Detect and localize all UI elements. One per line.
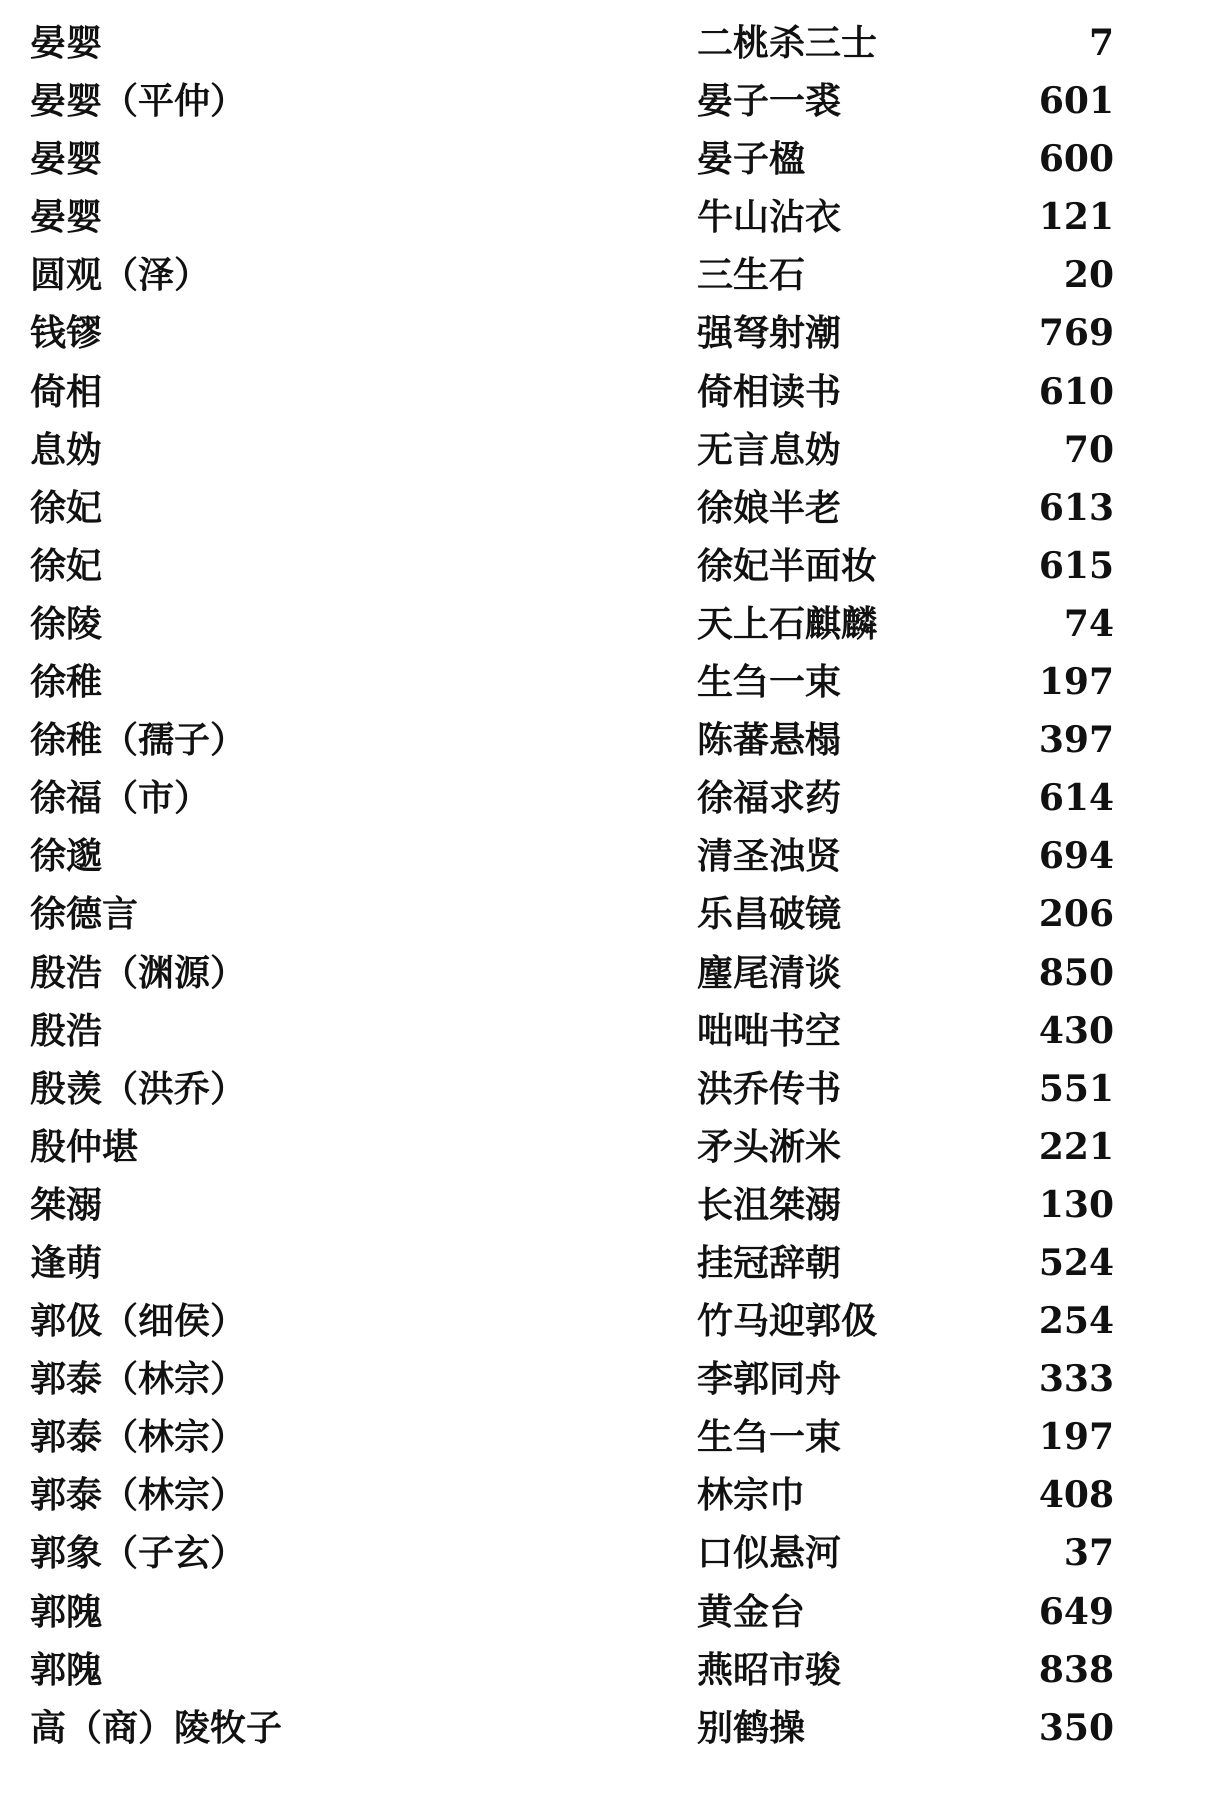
person-name: 晏婴 [30, 22, 103, 64]
page-number: 37 [1063, 1532, 1114, 1575]
index-row [0, 595, 1210, 653]
person-name: 倚相 [30, 370, 103, 413]
allusion-title: 牛山沾衣 [697, 196, 842, 239]
index-row [0, 363, 1210, 421]
person-name: 郭泰（林宗） [30, 1358, 247, 1401]
page-number: 20 [1063, 254, 1114, 297]
person-name: 圆观（泽） [30, 254, 211, 297]
allusion-title: 竹马迎郭伋 [697, 1300, 878, 1343]
index-row [0, 1466, 1210, 1524]
allusion-title: 晏子一裘 [697, 80, 842, 123]
index-row [0, 304, 1210, 362]
allusion-title: 口似悬河 [697, 1532, 842, 1575]
index-row [0, 479, 1210, 537]
page-number: 130 [1038, 1183, 1114, 1226]
allusion-title: 挂冠辞朝 [697, 1241, 842, 1284]
allusion-title: 乐昌破镜 [697, 893, 842, 936]
index-row [0, 1350, 1210, 1408]
person-name: 徐陵 [30, 602, 103, 645]
person-name: 郭泰（林宗） [30, 1416, 247, 1459]
page-number: 121 [1038, 196, 1114, 239]
allusion-title: 麈尾清谈 [697, 951, 842, 994]
allusion-title: 黄金台 [697, 1590, 806, 1633]
page-number: 74 [1063, 602, 1114, 645]
index-row [0, 537, 1210, 595]
allusion-title: 清圣浊贤 [697, 835, 842, 878]
page-number: 850 [1038, 951, 1114, 994]
index-row [0, 72, 1210, 130]
index-row [0, 769, 1210, 827]
page-number: 524 [1038, 1241, 1114, 1284]
person-name: 徐稚（孺子） [30, 719, 247, 762]
person-name: 殷仲堪 [30, 1125, 139, 1168]
index-row [0, 827, 1210, 885]
index-table [0, 14, 1210, 1757]
allusion-title: 陈蕃悬榻 [697, 719, 842, 762]
index-row [0, 246, 1210, 304]
person-name: 郭隗 [30, 1648, 103, 1691]
index-row [0, 130, 1210, 188]
allusion-title: 长沮桀溺 [697, 1183, 842, 1226]
allusion-title: 李郭同舟 [697, 1358, 842, 1401]
person-name: 郭象（子玄） [30, 1532, 247, 1575]
person-name: 徐稚 [30, 661, 103, 704]
index-row [0, 421, 1210, 479]
allusion-title: 二桃杀三士 [697, 22, 878, 64]
allusion-title: 徐娘半老 [697, 486, 842, 529]
person-name: 桀溺 [30, 1183, 103, 1226]
index-row [0, 1118, 1210, 1176]
person-name: 徐德言 [30, 893, 139, 936]
person-name: 晏婴 [30, 138, 103, 181]
page-number: 610 [1038, 370, 1114, 413]
page-number: 70 [1063, 428, 1114, 471]
page-number: 615 [1038, 544, 1114, 587]
index-row [0, 944, 1210, 1002]
page-number: 838 [1038, 1648, 1114, 1691]
allusion-title: 燕昭市骏 [697, 1648, 842, 1691]
index-row [0, 188, 1210, 246]
page-number: 350 [1038, 1706, 1114, 1749]
page-number: 7 [1088, 22, 1114, 64]
index-row [0, 1060, 1210, 1118]
person-name: 郭伋（细侯） [30, 1300, 247, 1343]
page-number: 430 [1038, 1009, 1114, 1052]
page-number: 551 [1038, 1067, 1114, 1110]
allusion-title: 三生石 [697, 254, 806, 297]
person-name: 晏婴（平仲） [30, 80, 247, 123]
person-name: 徐福（市） [30, 777, 211, 820]
allusion-title: 生刍一束 [697, 1416, 842, 1459]
allusion-title: 别鹤操 [697, 1706, 806, 1749]
allusion-title: 洪乔传书 [697, 1067, 842, 1110]
index-row [0, 1408, 1210, 1466]
index-row [0, 1524, 1210, 1582]
allusion-title: 生刍一束 [697, 661, 842, 704]
page-number: 408 [1038, 1474, 1114, 1517]
page-number: 254 [1038, 1300, 1114, 1343]
allusion-title: 矛头淅米 [697, 1125, 842, 1168]
index-row [0, 1641, 1210, 1699]
page-number: 601 [1038, 80, 1114, 123]
person-name: 晏婴 [30, 196, 103, 239]
person-name: 殷浩（渊源） [30, 951, 247, 994]
page-number: 333 [1038, 1358, 1114, 1401]
index-row [0, 1176, 1210, 1234]
index-row [0, 1292, 1210, 1350]
page-number: 614 [1038, 777, 1114, 820]
index-row [0, 885, 1210, 943]
allusion-title: 倚相读书 [697, 370, 842, 413]
index-row [0, 653, 1210, 711]
index-row [0, 1234, 1210, 1292]
person-name: 息妫 [30, 428, 103, 471]
page-number: 397 [1038, 719, 1114, 762]
person-name: 郭泰（林宗） [30, 1474, 247, 1517]
allusion-title: 无言息妫 [697, 428, 842, 471]
page-number: 649 [1038, 1590, 1114, 1633]
index-row [0, 1002, 1210, 1060]
page-number: 769 [1038, 312, 1114, 355]
person-name: 殷浩 [30, 1009, 103, 1052]
allusion-title: 林宗巾 [697, 1474, 806, 1517]
person-name: 郭隗 [30, 1590, 103, 1633]
person-name: 高（商）陵牧子 [30, 1706, 283, 1749]
allusion-title: 咄咄书空 [697, 1009, 842, 1052]
person-name: 徐邈 [30, 835, 103, 878]
page-number: 197 [1038, 661, 1114, 704]
person-name: 钱镠 [30, 312, 103, 355]
page-number: 613 [1038, 486, 1114, 529]
index-row [0, 711, 1210, 769]
page-number: 221 [1038, 1125, 1114, 1168]
person-name: 殷羡（洪乔） [30, 1067, 247, 1110]
page-number: 206 [1038, 893, 1114, 936]
allusion-title: 天上石麒麟 [697, 602, 878, 645]
person-name: 徐妃 [30, 544, 103, 587]
page-number: 197 [1038, 1416, 1114, 1459]
index-row [0, 1583, 1210, 1641]
page-number: 694 [1038, 835, 1114, 878]
allusion-title: 徐妃半面妆 [697, 544, 878, 587]
allusion-title: 强弩射潮 [697, 312, 842, 355]
index-row [0, 1699, 1210, 1757]
allusion-title: 晏子楹 [697, 138, 806, 181]
person-name: 逢萌 [30, 1241, 103, 1284]
page-number: 600 [1038, 138, 1114, 181]
person-name: 徐妃 [30, 486, 103, 529]
allusion-title: 徐福求药 [697, 777, 842, 820]
index-row [0, 14, 1210, 72]
